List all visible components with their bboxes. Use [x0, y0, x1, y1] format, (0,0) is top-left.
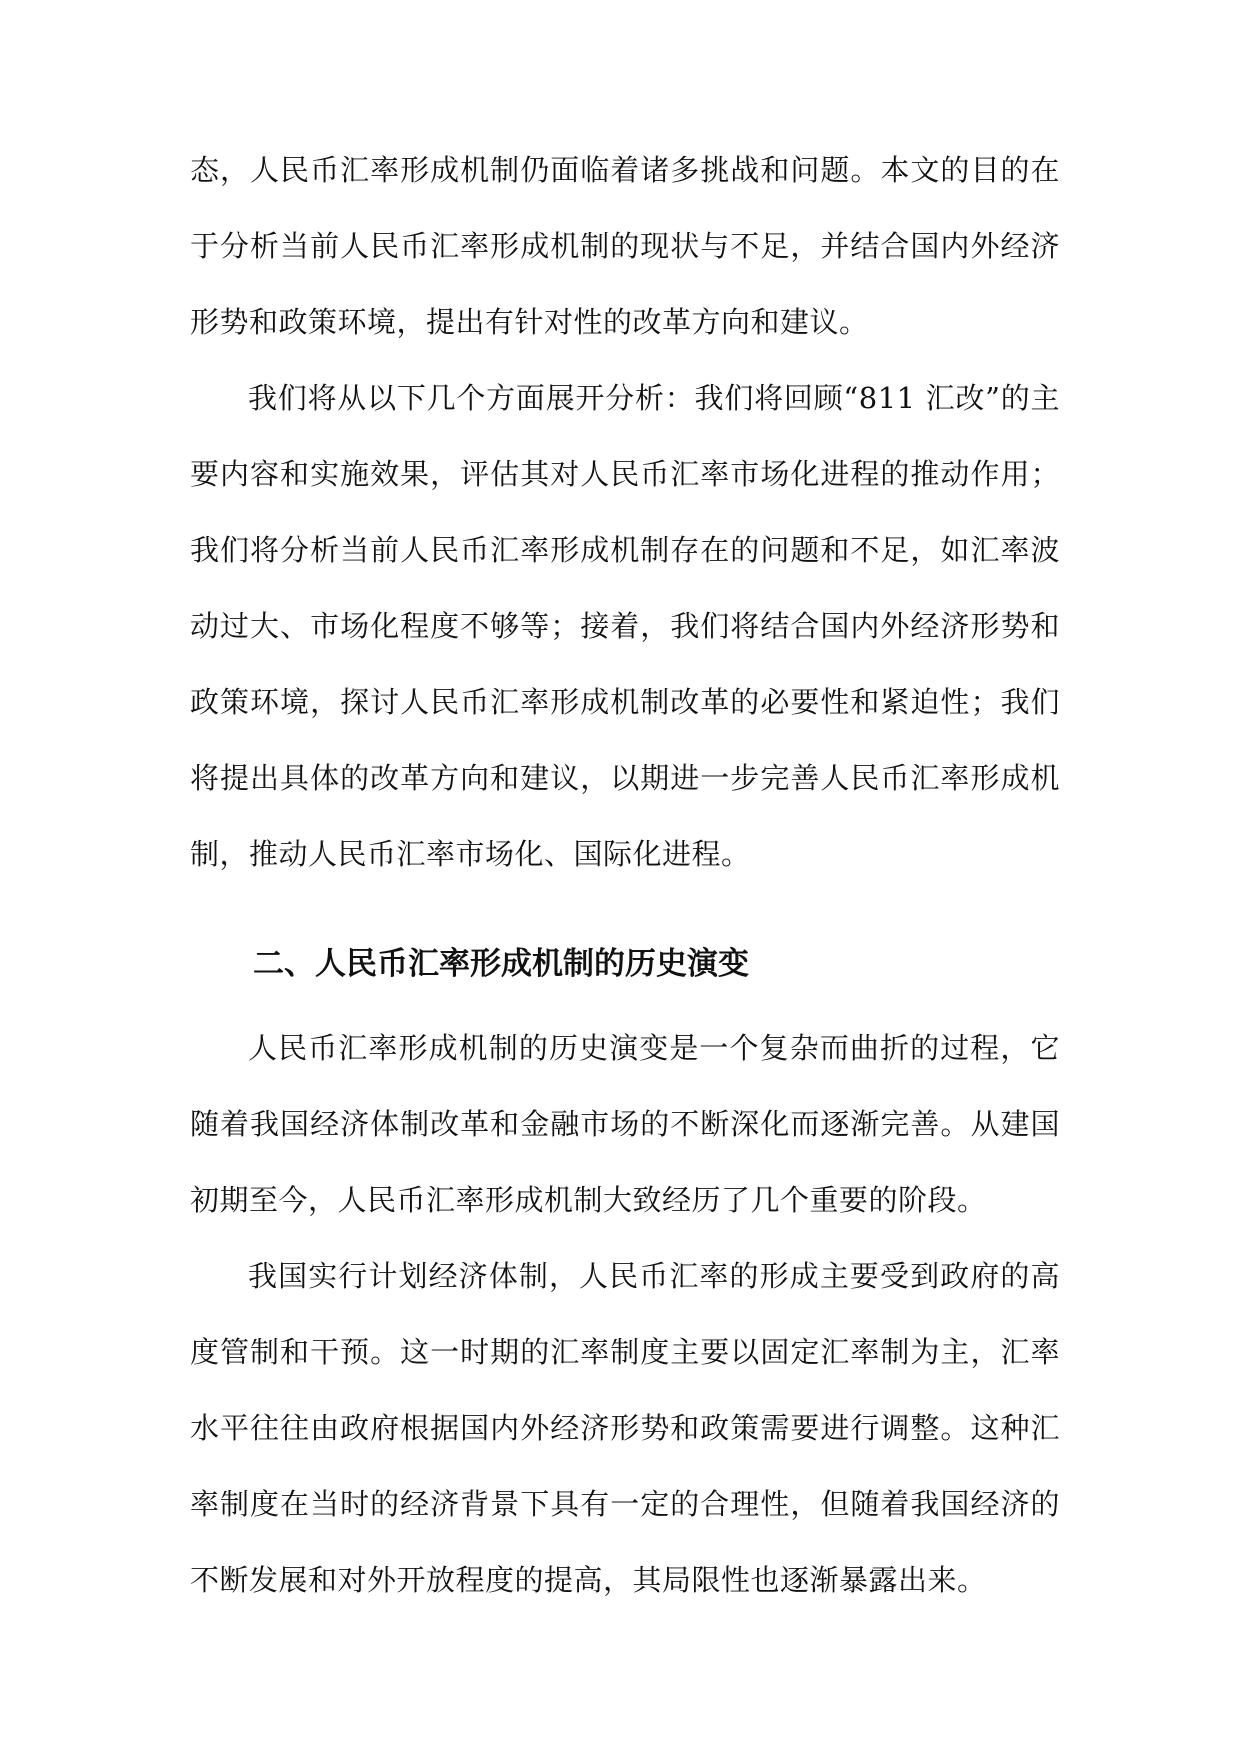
paragraph-intro-continuation: 态，人民币汇率形成机制仍面临着诸多挑战和问题。本文的目的在于分析当前人民币汇率形成机制的现状与不足，并结合国内外经济形势和政策环境，提出有针对性的改革方向和建议。 [190, 153, 1060, 339]
paragraph-planned-economy: 我国实行计划经济体制，人民币汇率的形成主要受到政府的高度管制和干预。这一时期的汇率制度主要以固定汇率制为主，汇率水平往往由政府根据国内外经济形势和政策需要进行调整。这种汇率制度在当时的经济背景下具有一定的合理性，但随着我国经济的不断发展和对外开放程度的提高，其局限性也逐渐暴露出来。 [190, 1259, 1060, 1597]
paragraph-history-overview: 人民币汇率形成机制的历史演变是一个复杂而曲折的过程，它随着我国经济体制改革和金融市场的不断深化而逐渐完善。从建国初期至今，人民币汇率形成机制大致经历了几个重要的阶段。 [190, 1031, 1060, 1217]
body-text-top [190, 132, 1060, 892]
section-heading: 二、人民币汇率形成机制的历史演变 [253, 946, 749, 982]
body-text-bottom [190, 1010, 1060, 1618]
paragraph-analysis-outline: 我们将从以下几个方面展开分析：我们将回顾“811 汇改”的主要内容和实施效果，评估其对人民币汇率市场化进程的推动作用；我们将分析当前人民币汇率形成机制存在的问题和不足，如汇率波动过大、市场化程度不够等；接着，我们将结合国内外经济形势和政策环境，探讨人民币汇率形成机制改革的必要性和紧迫性；我们将提出具体的改革方向和建议，以期进一步完善人民币汇率形成机制，推动人民币汇率市场化、国际化进程。 [190, 381, 1060, 871]
